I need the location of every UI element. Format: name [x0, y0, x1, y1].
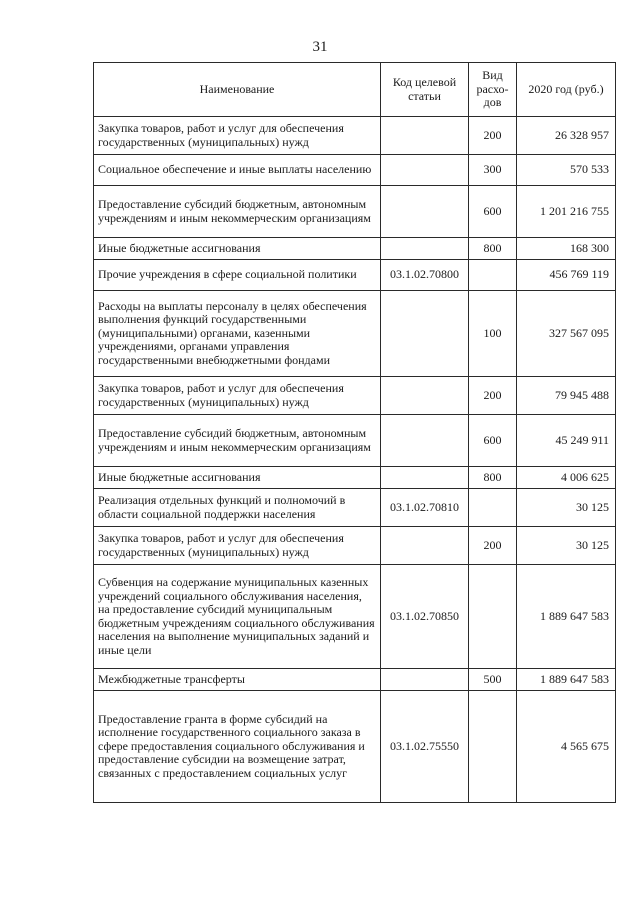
row-amount: 327 567 095 — [517, 291, 616, 377]
row-kind: 200 — [469, 377, 517, 415]
table-row — [94, 669, 616, 691]
row-code — [381, 291, 469, 377]
row-name: Иные бюджетные ассигнования — [94, 238, 381, 260]
row-name: Социальное обеспечение и иные выплаты населению — [94, 155, 381, 186]
row-kind — [469, 489, 517, 527]
table-row — [94, 377, 616, 415]
row-amount: 1 889 647 583 — [517, 669, 616, 691]
row-code — [381, 467, 469, 489]
row-amount: 4 565 675 — [517, 691, 616, 803]
row-kind — [469, 260, 517, 291]
row-name: Закупка товаров, работ и услуг для обеспечения государственных (муниципальных) нужд — [94, 527, 381, 565]
row-kind — [469, 565, 517, 669]
row-code: 03.1.02.70850 — [381, 565, 469, 669]
table-row — [94, 117, 616, 155]
page-number: 31 — [312, 39, 328, 55]
row-kind: 800 — [469, 467, 517, 489]
table-row — [94, 155, 616, 186]
row-code: 03.1.02.70810 — [381, 489, 469, 527]
row-kind: 500 — [469, 669, 517, 691]
row-kind: 600 — [469, 415, 517, 467]
row-kind: 600 — [469, 186, 517, 238]
table-row — [94, 415, 616, 467]
table-body — [94, 117, 616, 803]
row-code — [381, 527, 469, 565]
table-row — [94, 489, 616, 527]
row-name: Иные бюджетные ассигнования — [94, 467, 381, 489]
row-code — [381, 186, 469, 238]
row-name: Закупка товаров, работ и услуг для обеспечения государственных (муниципальных) нужд — [94, 117, 381, 155]
header-name: Наименование — [94, 63, 381, 117]
row-amount: 26 328 957 — [517, 117, 616, 155]
row-code: 03.1.02.70800 — [381, 260, 469, 291]
row-code — [381, 238, 469, 260]
budget-table — [93, 62, 616, 803]
row-code — [381, 155, 469, 186]
row-code: 03.1.02.75550 — [381, 691, 469, 803]
row-kind — [469, 691, 517, 803]
header-amount: 2020 год (руб.) — [517, 63, 616, 117]
row-name: Предоставление гранта в форме субсидий на исполнение государственного социального заказа в сфере предоставления социального обслуживания и предоставление субсидии на возмещение затрат, связанных с предоставлением социальных услуг — [94, 691, 381, 803]
row-name: Прочие учреждения в сфере социальной политики — [94, 260, 381, 291]
row-code — [381, 415, 469, 467]
row-kind: 800 — [469, 238, 517, 260]
row-amount: 30 125 — [517, 527, 616, 565]
row-amount: 570 533 — [517, 155, 616, 186]
row-name: Субвенция на содержание муниципальных казенных учреждений социального обслуживания населения, на предоставление субсидий муниципальным бюджетным учреждениям социального обслуживания населения на выполнение муниципальных заданий и иные цели — [94, 565, 381, 669]
table-row — [94, 260, 616, 291]
row-code — [381, 117, 469, 155]
row-amount: 456 769 119 — [517, 260, 616, 291]
row-name: Расходы на выплаты персоналу в целях обеспечения выполнения функций государственными (муниципальными) органами, казенными учреждениями, органами управления государственными внебюджетными фондами — [94, 291, 381, 377]
table-header-row — [94, 63, 616, 117]
row-code — [381, 669, 469, 691]
row-amount: 79 945 488 — [517, 377, 616, 415]
row-kind: 200 — [469, 527, 517, 565]
row-amount: 45 249 911 — [517, 415, 616, 467]
row-name: Предоставление субсидий бюджетным, автономным учреждениям и иным некоммерческим организациям — [94, 186, 381, 238]
header-kind: Вид расхо-дов — [469, 63, 517, 117]
row-amount: 4 006 625 — [517, 467, 616, 489]
row-name: Реализация отдельных функций и полномочий в области социальной поддержки населения — [94, 489, 381, 527]
table-row — [94, 565, 616, 669]
row-amount: 168 300 — [517, 238, 616, 260]
table-row — [94, 186, 616, 238]
row-kind: 100 — [469, 291, 517, 377]
row-kind: 300 — [469, 155, 517, 186]
row-amount: 1 201 216 755 — [517, 186, 616, 238]
row-name: Закупка товаров, работ и услуг для обеспечения государственных (муниципальных) нужд — [94, 377, 381, 415]
row-name: Предоставление субсидий бюджетным, автономным учреждениям и иным некоммерческим организациям — [94, 415, 381, 467]
row-name: Межбюджетные трансферты — [94, 669, 381, 691]
table-row — [94, 527, 616, 565]
table-row — [94, 691, 616, 803]
header-code: Код целевой статьи — [381, 63, 469, 117]
row-amount: 30 125 — [517, 489, 616, 527]
table-row — [94, 238, 616, 260]
table-row — [94, 467, 616, 489]
row-kind: 200 — [469, 117, 517, 155]
table-row — [94, 291, 616, 377]
row-code — [381, 377, 469, 415]
row-amount: 1 889 647 583 — [517, 565, 616, 669]
